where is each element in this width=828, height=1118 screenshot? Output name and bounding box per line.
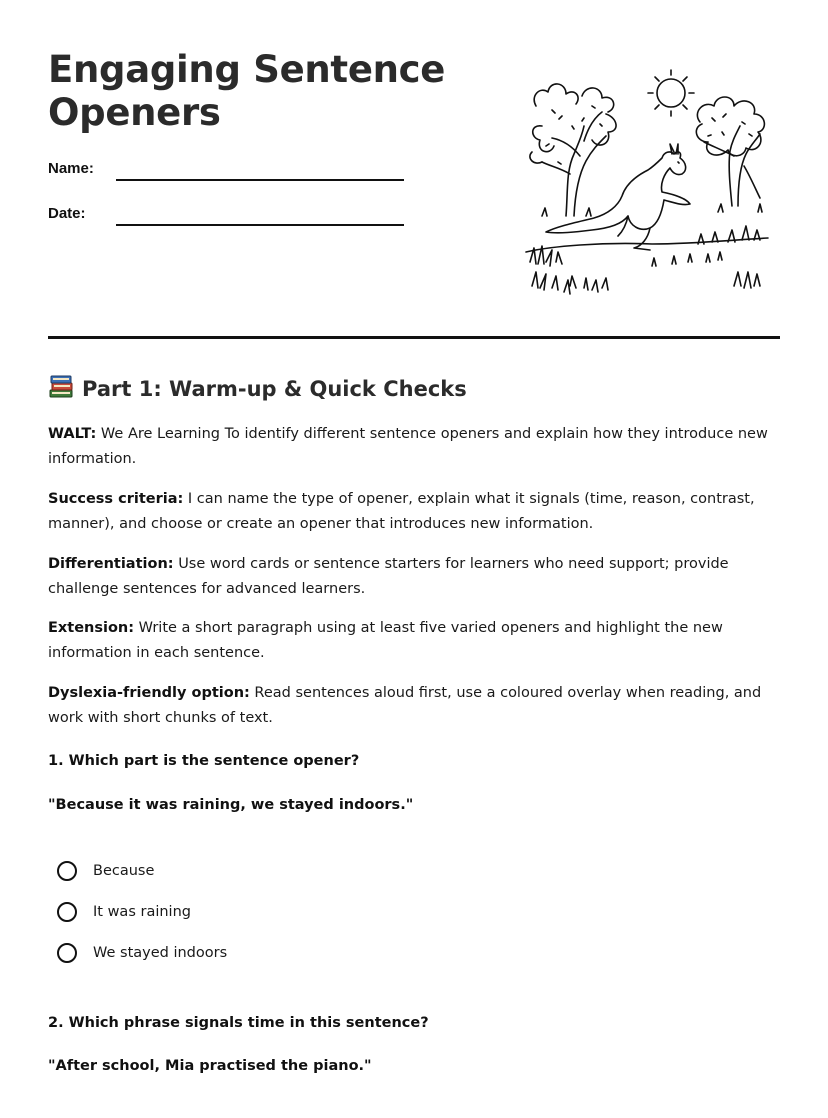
radio-button[interactable] [57, 861, 77, 881]
header-divider [48, 336, 780, 339]
differentiation-paragraph [48, 552, 776, 601]
success-criteria-label: Success criteria: [48, 491, 184, 507]
question-2-prompt: 2. Which phrase signals time in this sentence? [48, 1015, 429, 1031]
dyslexia-text: Read sentences aloud first, use a coloured overlay when reading, and work with short chunks of text. [48, 685, 762, 726]
books-icon [48, 375, 74, 399]
question-1-prompt: 1. Which part is the sentence opener? [48, 753, 360, 769]
walt-paragraph [48, 422, 776, 471]
name-field[interactable] [48, 160, 408, 186]
success-criteria-text: I can name the type of opener, explain what it signals (time, reason, contrast, manner), and choose or create an opener that introduces new information. [48, 491, 755, 532]
question-2-sentence: "After school, Mia practised the piano." [48, 1058, 372, 1074]
part-1-heading [48, 374, 467, 404]
radio-button[interactable] [57, 943, 77, 963]
differentiation-text: Use word cards or sentence starters for learners who need support; provide challenge sentences for advanced learners. [48, 556, 729, 597]
radio-button[interactable] [57, 902, 77, 922]
kangaroo-bush-scene-illustration [522, 66, 772, 301]
date-label: Date: [48, 205, 86, 222]
question-1-sentence: "Because it was raining, we stayed indoors." [48, 797, 414, 813]
question-1-option-1[interactable] [57, 858, 154, 884]
date-write-line[interactable] [116, 224, 404, 226]
extension-label: Extension: [48, 620, 135, 636]
worksheet-title: Engaging Sentence Openers [48, 48, 446, 134]
differentiation-label: Differentiation: [48, 556, 174, 572]
success-criteria-paragraph [48, 487, 776, 536]
date-field[interactable] [48, 205, 408, 231]
question-1-option-3[interactable] [57, 940, 227, 966]
extension-paragraph [48, 616, 776, 665]
dyslexia-label: Dyslexia-friendly option: [48, 685, 250, 701]
option-label: We stayed indoors [93, 945, 228, 961]
walt-label: WALT: [48, 426, 97, 442]
name-write-line[interactable] [116, 179, 404, 181]
option-label: It was raining [93, 904, 191, 920]
part-1-title: Part 1: Warm-up & Quick Checks [82, 377, 467, 401]
name-label: Name: [48, 160, 94, 177]
extension-text: Write a short paragraph using at least five varied openers and highlight the new information in each sentence. [48, 620, 723, 661]
option-label: Because [93, 863, 155, 879]
dyslexia-paragraph [48, 681, 776, 730]
walt-text: We Are Learning To identify different sentence openers and explain how they introduce new information. [48, 426, 768, 467]
question-1-option-2[interactable] [57, 899, 191, 925]
